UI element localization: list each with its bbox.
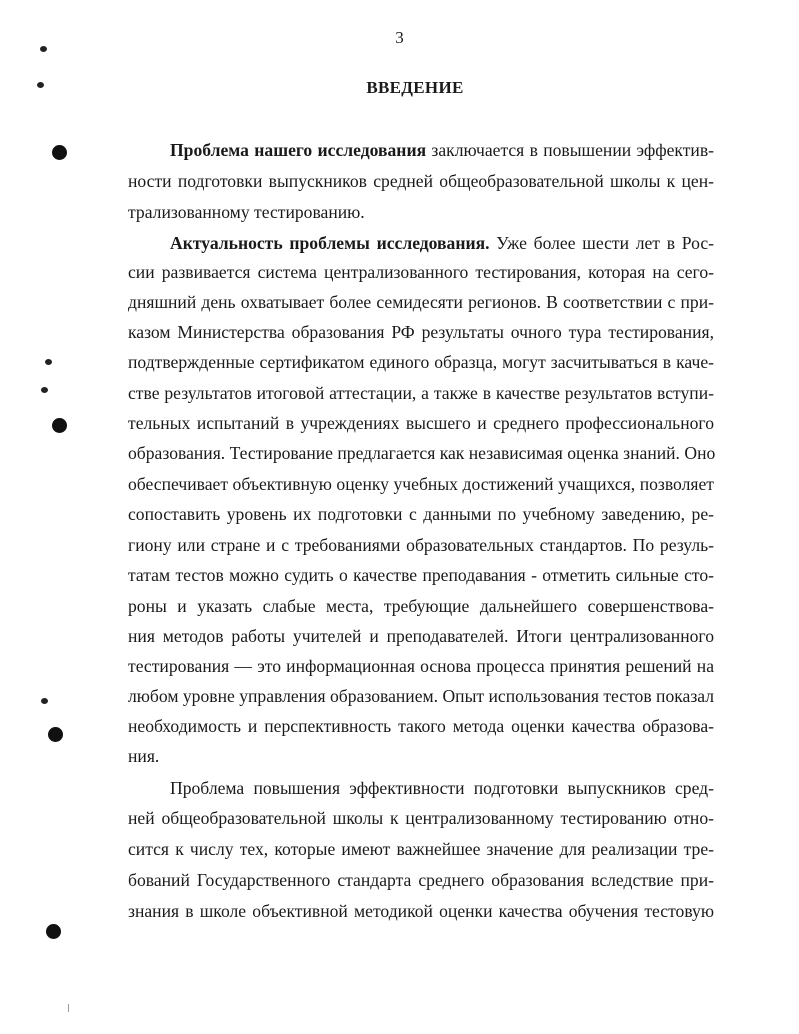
paragraph-2-line: необходимость и перспективность такого метода оценки качества образова- bbox=[128, 716, 714, 736]
paragraph-1-line: Проблема нашего исследования заключается в повышении эффектив- bbox=[170, 140, 715, 160]
binder-hole bbox=[52, 418, 67, 433]
scan-mark bbox=[68, 1004, 69, 1012]
paragraph-3-line: бований Государственного стандарта среднего образования вследствие при- bbox=[128, 870, 714, 890]
paragraph-2-line: ния. bbox=[128, 746, 160, 766]
paragraph-2-line: ния методов работы учителей и преподавателей. Итоги централизованного bbox=[128, 626, 714, 646]
page-number: 3 bbox=[395, 28, 404, 47]
relevance-label: Актуальность проблемы исследования. bbox=[170, 233, 490, 253]
paragraph-2-line: образования. Тестирование предлагается как независимая оценка знаний. Оно bbox=[128, 443, 716, 463]
scan-speck bbox=[41, 387, 48, 393]
paragraph-2-line: подтвержденные сертификатом единого образца, могут засчитываться в каче- bbox=[128, 352, 714, 372]
paragraph-2-line: Актуальность проблемы исследования. Уже более шести лет в Рос- bbox=[170, 233, 715, 253]
paragraph-3-line: сится к числу тех, которые имеют важнейшее значение для реализации тре- bbox=[128, 839, 714, 859]
paragraph-1-line: трализованному тестированию. bbox=[128, 202, 365, 222]
paragraph-2-line: тельных испытаний в учреждениях высшего и среднего профессионального bbox=[128, 413, 714, 433]
scan-speck bbox=[41, 698, 48, 704]
paragraph-3-line: знания в школе объективной методикой оценки качества обучения тестовую bbox=[128, 901, 714, 921]
binder-hole bbox=[52, 145, 67, 160]
scan-speck bbox=[45, 359, 52, 365]
binder-hole bbox=[46, 924, 61, 939]
paragraph-2-line: гиону или стране и с требованиями образовательных стандартов. По резуль- bbox=[128, 535, 714, 555]
paragraph-2-line: казом Министерства образования РФ результаты очного тура тестирования, bbox=[128, 322, 714, 342]
binder-hole bbox=[48, 727, 63, 742]
problem-label: Проблема нашего исследования bbox=[170, 140, 427, 160]
paragraph-2-line: дняшний день охватывает более семидесяти регионов. В соответствии с при- bbox=[128, 292, 714, 312]
paragraph-3-line: Проблема повышения эффективности подготовки выпускников сред- bbox=[170, 778, 714, 798]
paragraph-3-line: ней общеобразовательной школы к централизованному тестированию отно- bbox=[128, 808, 714, 828]
paragraph-2-line: обеспечивает объективную оценку учебных достижений учащихся, позволяет bbox=[128, 474, 714, 494]
paragraph-1-line: ности подготовки выпускников средней общеобразовательной школы к цен- bbox=[128, 171, 714, 191]
paragraph-2-line: роны и указать слабые места, требующие дальнейшего совершенствова- bbox=[128, 596, 714, 616]
paragraph-2-line: тестирования — это информационная основа процесса принятия решений на bbox=[128, 656, 714, 676]
section-heading: ВВЕДЕНИЕ bbox=[366, 78, 464, 97]
paragraph-2-line: татам тестов можно судить о качестве преподавания - отметить сильные сто- bbox=[128, 565, 714, 585]
paragraph-2-line: сопоставить уровень их подготовки с данными по учебному заведению, ре- bbox=[128, 504, 714, 524]
paragraph-2-line: сии развивается система централизованного тестирования, которая на сего- bbox=[128, 262, 714, 282]
paragraph-2-line: любом уровне управления образованием. Опыт использования тестов показал bbox=[128, 686, 715, 706]
paragraph-2-line: стве результатов итоговой аттестации, а также в качестве результатов вступи- bbox=[128, 383, 714, 403]
